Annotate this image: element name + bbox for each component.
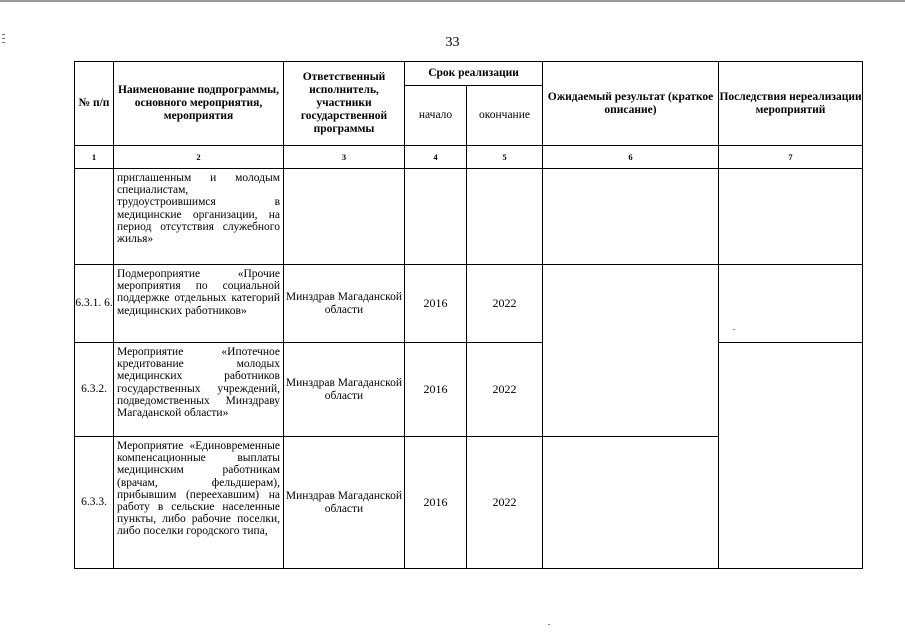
header-start: начало bbox=[405, 86, 467, 146]
row-end-year: 2022 bbox=[467, 265, 543, 343]
column-number: 7 bbox=[719, 146, 863, 169]
page-number: 33 bbox=[445, 35, 460, 50]
row-end-year: 2022 bbox=[467, 343, 543, 437]
row-executor: Минздрав Магаданской области bbox=[284, 437, 405, 569]
row-number: 6.3.3. bbox=[75, 437, 114, 569]
row-number: 6.3.2. bbox=[75, 343, 114, 437]
table-row bbox=[75, 169, 863, 265]
header-name: Наименование подпрограммы, основного мероприятия, мероприятия bbox=[114, 62, 284, 146]
column-number: 2 bbox=[114, 146, 284, 169]
column-number: 5 bbox=[467, 146, 543, 169]
row-start-year bbox=[405, 169, 467, 265]
row-number bbox=[75, 169, 114, 265]
header-consequences: Последствия нереализации мероприятий bbox=[719, 62, 863, 146]
row-name: Подмероприятие «Прочие мероприятия по социальной поддержке отдельных категорий медицинских работников» bbox=[114, 265, 284, 343]
header-num: № п/п bbox=[75, 62, 114, 146]
scan-speck bbox=[548, 624, 550, 625]
row-consequences-cell bbox=[719, 169, 863, 265]
table-row bbox=[75, 265, 863, 343]
header-executor: Ответственный исполнитель, участники государственной программы bbox=[284, 62, 405, 146]
header-result: Ожидаемый результат (краткое описание) bbox=[543, 62, 719, 146]
row-result-cell bbox=[543, 437, 719, 569]
program-activities-table bbox=[74, 61, 863, 569]
row-name: Мероприятие «Единовременные компенсационные выплаты медицинским работникам (врачам, фельдшерам), прибывшим (переехавшим) на работу в сельские населенные пункты, либо рабочие поселки, либо поселки городского типа, bbox=[114, 437, 284, 569]
row-result-cell bbox=[543, 169, 719, 265]
header-end: окончание bbox=[467, 86, 543, 146]
row-result-cell bbox=[543, 265, 719, 437]
row-start-year: 2016 bbox=[405, 265, 467, 343]
row-end-year bbox=[467, 169, 543, 265]
header-period: Срок реализации bbox=[405, 62, 543, 86]
column-number: 4 bbox=[405, 146, 467, 169]
row-number: 6.3.1. 6. bbox=[75, 265, 114, 343]
row-name: приглашенным и молодым специалистам, трудоустроившимся в медицинские организации, на период отсутствия служебного жилья» bbox=[114, 169, 284, 265]
column-number: 6 bbox=[543, 146, 719, 169]
column-number: 3 bbox=[284, 146, 405, 169]
row-executor: Минздрав Магаданской области bbox=[284, 343, 405, 437]
row-start-year: 2016 bbox=[405, 437, 467, 569]
column-number: 1 bbox=[75, 146, 114, 169]
column-numbers-row bbox=[75, 146, 863, 169]
row-executor bbox=[284, 169, 405, 265]
row-consequences-cell bbox=[719, 343, 863, 569]
row-name: Мероприятие «Ипотечное кредитование молодых медицинских работников государственных учреждений, подведомственных Минздраву Магаданской области» bbox=[114, 343, 284, 437]
table-row bbox=[75, 343, 863, 437]
row-start-year: 2016 bbox=[405, 343, 467, 437]
row-consequences-cell bbox=[719, 265, 863, 343]
row-end-year: 2022 bbox=[467, 437, 543, 569]
row-executor: Минздрав Магаданской области bbox=[284, 265, 405, 343]
top-scan-edge bbox=[0, 0, 905, 2]
